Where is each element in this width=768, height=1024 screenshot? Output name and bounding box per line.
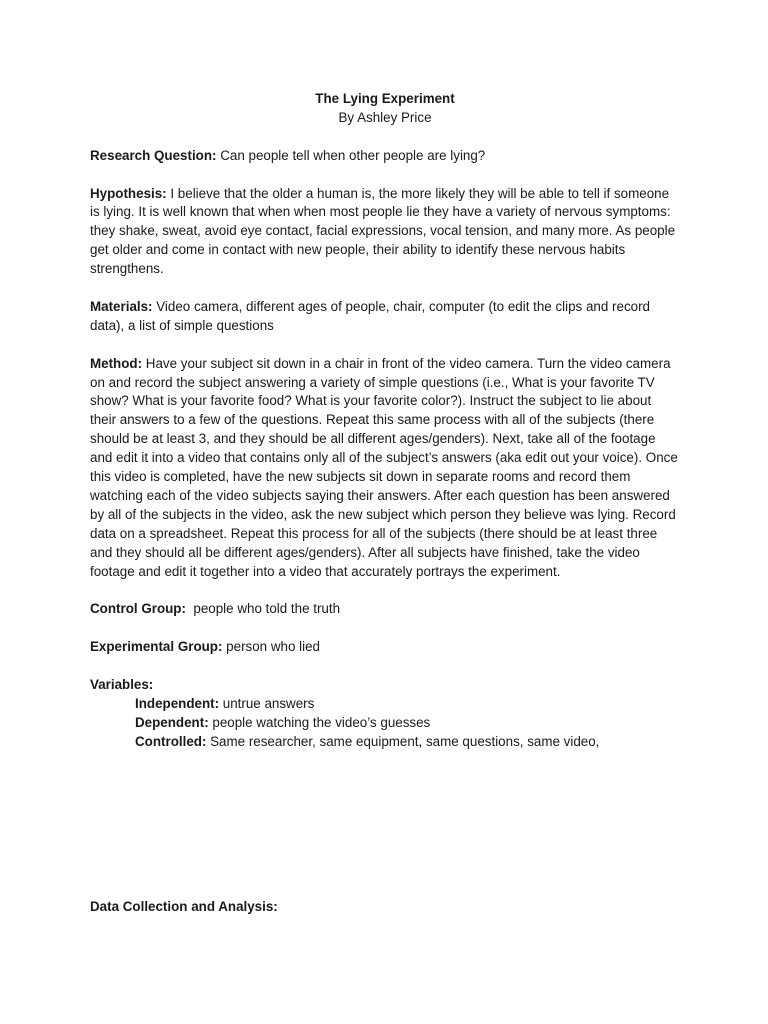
control-group-label: Control Group: <box>90 601 186 617</box>
hypothesis-section <box>90 185 680 280</box>
method-section <box>90 355 680 582</box>
materials-label: Materials: <box>90 298 153 314</box>
data-collection-heading: Data Collection and Analysis: <box>90 899 278 914</box>
controlled-text: Same researcher, same equipment, same questions, same video, <box>206 733 600 749</box>
dependent-label: Dependent: <box>135 714 209 730</box>
experimental-group-section <box>90 638 680 657</box>
variables-heading: Variables: <box>90 676 154 692</box>
materials-text: Video camera, different ages of people, chair, computer (to edit the clips and record data), a list of simple questions <box>90 298 650 333</box>
materials-section <box>90 298 680 336</box>
research-question-label: Research Question: <box>90 147 217 163</box>
hypothesis-label: Hypothesis: <box>90 185 167 201</box>
document-body <box>90 90 680 752</box>
method-label: Method: <box>90 355 143 371</box>
document-author: By Ashley Price <box>338 109 432 125</box>
research-question-section <box>90 147 680 166</box>
method-text: Have your subject sit down in a chair in front of the video camera. Turn the video camera on and record the subject answering a variety of simple questions (i.e., What is your favorite TV show? What is your favorite food? What is your favorite color?). Instruct the subject to lie about their answers to a few of the questions. Repeat this same process with all of the subjects (there should be at least 3, and they should be all different ages/genders). Next, take all of the footage and edit it into a video that contains only all of the subject’s answers (aka edit out your voice). Once this video is completed, have the new subjects sit down in separate rooms and record them watching each of the video subjects saying their answers. After each question has been answered by all of the subjects in the video, ask the new subject which person they believe was lying. Record data on a spreadsheet. Repeat this process for all of the subjects (there should be at least three and they should all be different ages/genders). After all subjects have finished, take the video footage and edit it together into a video that accurately portrays the experiment. <box>90 355 678 579</box>
control-group-text: people who told the truth <box>185 601 341 617</box>
experimental-group-text: person who lied <box>222 639 320 655</box>
variable-independent <box>90 695 680 714</box>
independent-label: Independent: <box>135 695 220 711</box>
hypothesis-text: I believe that the older a human is, the more likely they will be able to tell if someone is lying. It is well known that when when most people lie they have a variety of nervous symptoms: they shake, sweat, avoid eye contact, facial expressions, vocal tension, and many more. As people get older and come in contact with new people, their ability to identify these nervous habits strengthens. <box>90 185 676 277</box>
control-group-section <box>90 600 680 619</box>
variable-dependent <box>90 714 680 733</box>
variable-controlled <box>90 733 680 752</box>
document-title: The Lying Experiment <box>315 91 455 106</box>
experimental-group-label: Experimental Group: <box>90 639 223 655</box>
independent-text: untrue answers <box>219 695 315 711</box>
research-question-text: Can people tell when other people are lying? <box>216 147 486 163</box>
dependent-text: people watching the video’s guesses <box>208 714 431 730</box>
controlled-label: Controlled: <box>135 733 207 749</box>
